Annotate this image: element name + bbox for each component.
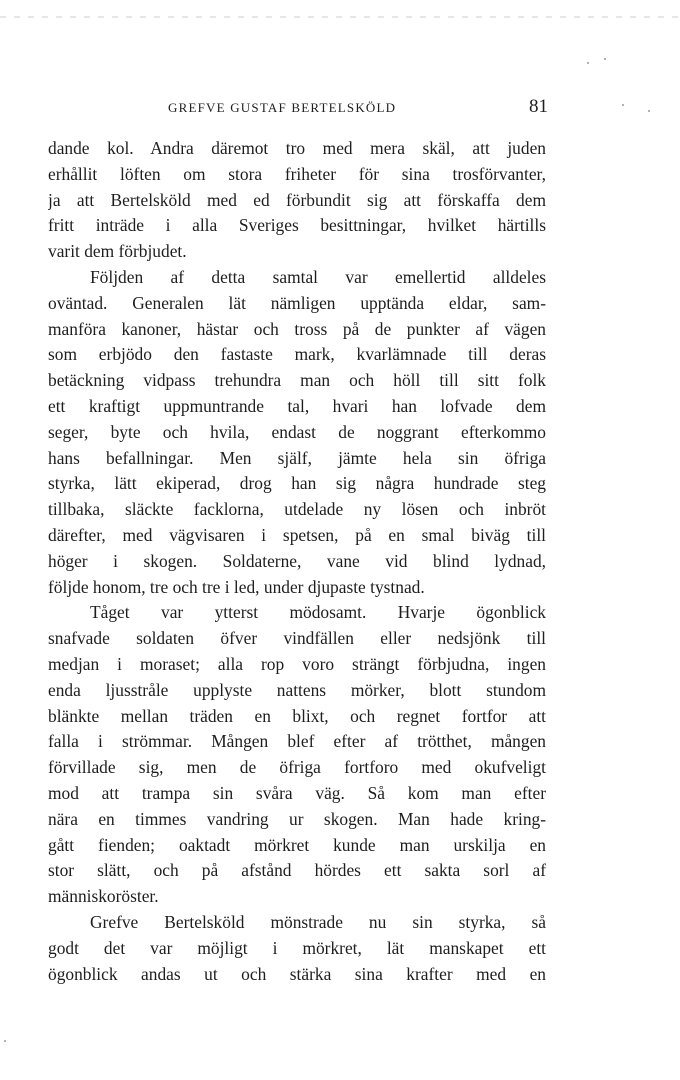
text-line: därefter, med vägvisaren i spetsen, på en smal biväg till (48, 524, 546, 545)
scan-speck (622, 104, 624, 106)
body-text (48, 136, 546, 987)
text-line: Grefve Bertelsköld mönstrade nu sin styrka, så (90, 911, 546, 932)
text-line: tillbaka, släckte facklorna, utdelade ny lösen och inbröt (48, 499, 546, 520)
text-line: enda ljusstråle upplyste nattens mörker, blott stundom (48, 679, 546, 700)
text-line: styrka, lätt ekiperad, drog han sig några hundrade steg (48, 473, 546, 494)
text-line: dande kol. Andra däremot tro med mera skäl, att juden (48, 138, 546, 158)
text-line: fritt inträde i alla Sveriges besittningar, hvilket härtills (48, 215, 546, 236)
scan-speck (587, 62, 589, 64)
scan-speck (648, 110, 650, 112)
scan-speck (4, 1040, 6, 1042)
text-line: höger i skogen. Soldaterne, vane vid blind lydnad, (48, 550, 546, 571)
text-line: Tåget var ytterst mödosamt. Hvarje ögonblick (90, 602, 546, 623)
text-line: seger, byte och hvila, endast de noggrant efterkommo (48, 421, 546, 442)
page-number: 81 (529, 96, 548, 117)
text-line: ögonblick andas ut och stärka sina krafter med en (48, 963, 546, 984)
text-line: snafvade soldaten öfver vindfällen eller nedsjönk till (48, 628, 546, 649)
text-line: Följden af detta samtal var emellertid alldeles (90, 266, 546, 287)
text-line: som erbjödo den fastaste mark, kvarlämnade till deras (48, 344, 546, 365)
text-line: falla i strömmar. Mången blef efter af trötthet, mången (48, 731, 546, 752)
text-line: blänkte mellan träden en blixt, och regnet fortfor att (48, 705, 546, 726)
text-line: oväntad. Generalen lät nämligen upptända eldar, sam- (48, 292, 546, 313)
text-line: ja att Bertelsköld med ed förbundit sig att förskaffa dem (48, 189, 546, 210)
text-line: följde honom, tre och tre i led, under djupaste tystnad. (48, 576, 425, 597)
running-title: GREFVE GUSTAF BERTELSKÖLD (168, 100, 397, 115)
text-line: människoröster. (48, 886, 159, 907)
text-line: hans befallningar. Men själf, jämte hela sin öfriga (48, 447, 546, 468)
text-line: mod att trampa sin svåra väg. Så kom man efter (48, 782, 546, 803)
text-line: erhållit löften om stora friheter för sina trosförvanter, (48, 163, 546, 184)
text-line: ett kraftigt uppmuntrande tal, hvari han lofvade dem (48, 395, 546, 416)
text-line: varit dem förbjudet. (48, 241, 187, 262)
text-line: stor slätt, och på afstånd hördes ett sakta sorl af (48, 860, 546, 881)
text-line: gått fienden; oaktadt mörkret kunde man urskilja en (48, 834, 546, 855)
text-line: medjan i moraset; alla rop voro strängt förbjudna, ingen (48, 653, 546, 674)
text-line: nära en timmes vandring ur skogen. Man hade kring- (48, 808, 546, 829)
text-line: godt det var möjligt i mörkret, lät manskapet ett (48, 937, 546, 958)
scan-noise (0, 16, 680, 18)
running-head (48, 96, 548, 118)
text-line: betäckning vidpass trehundra man och höll till sitt folk (48, 370, 546, 391)
text-line: manföra kanoner, hästar och tross på de punkter af vägen (48, 318, 546, 339)
text-line: förvillade sig, men de öfriga fortforo med okufveligt (48, 757, 546, 778)
scan-speck (604, 58, 606, 60)
